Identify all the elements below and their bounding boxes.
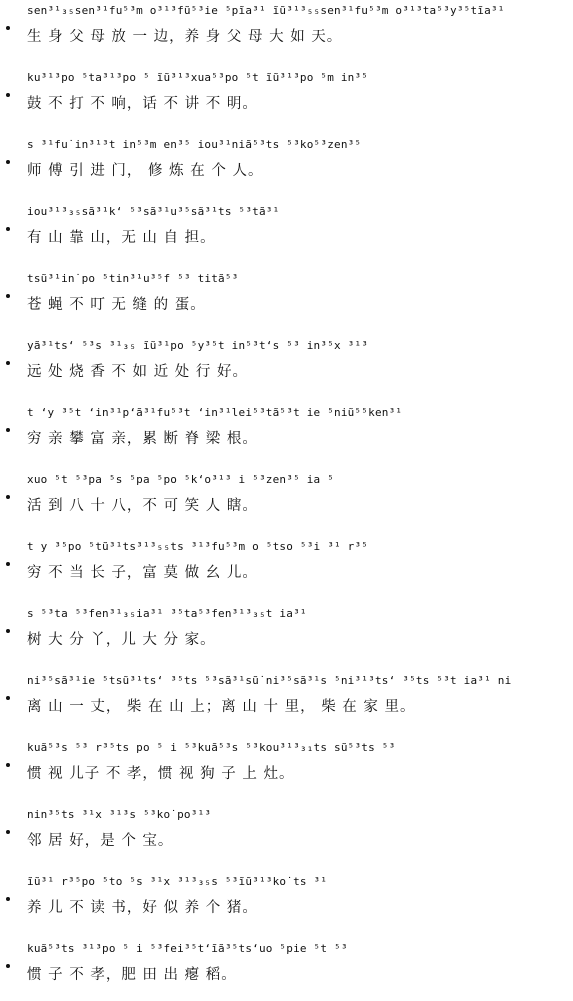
- proverb-text: 活 到 八 十 八，不 可 笑 人 瞎。: [27, 498, 258, 514]
- list-item: [0, 402, 573, 462]
- bullet-icon: [6, 428, 10, 432]
- list-item: [0, 0, 573, 60]
- proverb-text: 穷 不 当 长 子，富 莫 做 幺 儿。: [27, 565, 258, 581]
- list-item: [0, 268, 573, 328]
- list-item: [0, 469, 573, 529]
- phonetic-line: xuo ⁵t ⁵³pa ⁵s ⁵pa ⁵po ⁵k‘o³¹³ i ⁵³zen³⁵ ia ⁵: [27, 473, 335, 486]
- phonetic-line: kuã⁵³ts ³¹³po ⁵ i ⁵³fei³⁵t‘ĩã³⁵ts‘uo ⁵pie ⁵t ⁵³: [27, 942, 348, 955]
- proverb-text: 苍 蝇 不 叮 无 缝 的 蛋。: [27, 297, 206, 313]
- phonetic-line: kuã⁵³s ⁵³ r³⁵ts po ⁵ i ⁵³kuã⁵³s ⁵³kou³¹³₃₁ts sũ⁵³ts ⁵³: [27, 741, 396, 754]
- bullet-icon: [6, 830, 10, 834]
- bullet-icon: [6, 294, 10, 298]
- list-item: [0, 134, 573, 194]
- proverb-text: 树 大 分 丫，儿 大 分 家。: [27, 632, 216, 648]
- list-item: [0, 737, 573, 797]
- phonetic-line: s ⁵³ta ⁵³fen³¹₃₅ia³¹ ³⁵ta⁵³fen³¹³₃₅t ia³¹: [27, 607, 307, 620]
- proverb-text: 有 山 靠 山，无 山 自 担。: [27, 230, 216, 246]
- proverb-text: 远 处 烧 香 不 如 近 处 行 好。: [27, 364, 248, 380]
- proverb-text: 离 山 一 丈， 柴 在 山 上；离 山 十 里， 柴 在 家 里。: [27, 699, 416, 715]
- phonetic-line: ĩũ³¹ r³⁵po ⁵to ⁵s ³¹x ³¹³₃₅s ⁵³ĩũ³¹³ko˙ts ³¹: [27, 875, 328, 888]
- proverb-text: 师 傅 引 进 门， 修 炼 在 个 人。: [27, 163, 264, 179]
- phonetic-line: yã³¹ts‘ ⁵³s ³¹₃₅ ĩũ³¹po ⁵y³⁵t in⁵³t‘s ⁵³ in³⁵x ³¹³: [27, 339, 369, 352]
- bullet-icon: [6, 763, 10, 767]
- phonetic-line: sen³¹₃₅sen³¹fu⁵³m o³¹³fũ⁵³ie ⁵pĩa³¹ ĩũ³¹³₅₅sen³¹fu⁵³m o³¹³ta⁵³y³⁵tĩa³¹: [27, 4, 505, 17]
- bullet-icon: [6, 361, 10, 365]
- phonetic-line: s ³¹fu˙in³¹³t in⁵³m en³⁵ iou³¹niã⁵³ts ⁵³ko⁵³zen³⁵: [27, 138, 362, 151]
- phonetic-line: iou³¹³₃₅sã³¹k‘ ⁵³sã³¹u³⁵sã³¹ts ⁵³tã³¹: [27, 205, 280, 218]
- proverb-text: 邻 居 好，是 个 宝。: [27, 833, 174, 849]
- bullet-icon: [6, 562, 10, 566]
- list-item: [0, 804, 573, 864]
- proverb-text: 生 身 父 母 放 一 边，养 身 父 母 大 如 天。: [27, 29, 343, 45]
- list-item: [0, 603, 573, 663]
- list-item: [0, 871, 573, 931]
- bullet-icon: [6, 227, 10, 231]
- bullet-icon: [6, 964, 10, 968]
- phonetic-line: t ‘y ³⁵t ‘in³¹p‘ã³¹fu⁵³t ‘in³¹lei⁵³tã⁵³t ie ⁵niũ⁵⁵ken³¹: [27, 406, 403, 419]
- bullet-icon: [6, 629, 10, 633]
- list-item: [0, 67, 573, 127]
- list-item: [0, 201, 573, 261]
- phonetic-line: t y ³⁵po ⁵tũ³¹ts³¹³₅₅ts ³¹³fu⁵³m o ⁵tso ⁵³i ³¹ r³⁵: [27, 540, 369, 553]
- list-item: [0, 536, 573, 596]
- proverb-text: 惯 视 儿子 不 孝，惯 视 狗 子 上 灶。: [27, 766, 295, 782]
- phonetic-line: ni³⁵sã³¹ie ⁵tsũ³¹ts‘ ³⁵ts ⁵³sã³¹sũ˙ni³⁵sã³¹s ⁵ni³¹³ts‘ ³⁵ts ⁵³t ia³¹ ni: [27, 674, 512, 687]
- bullet-icon: [6, 93, 10, 97]
- bullet-icon: [6, 26, 10, 30]
- list-item: [0, 938, 573, 998]
- bullet-icon: [6, 897, 10, 901]
- list-item: [0, 670, 573, 730]
- proverb-text: 养 儿 不 读 书，好 似 养 个 猪。: [27, 900, 258, 916]
- proverb-text: 鼓 不 打 不 响，话 不 讲 不 明。: [27, 96, 258, 112]
- phonetic-line: tsũ³¹in˙po ⁵tin³¹u³⁵f ⁵³ titã⁵³: [27, 272, 239, 285]
- bullet-icon: [6, 495, 10, 499]
- proverb-text: 惯 子 不 孝，肥 田 出 瘪 稻。: [27, 967, 237, 983]
- bullet-icon: [6, 696, 10, 700]
- proverb-text: 穷 亲 攀 富 亲，累 断 脊 梁 根。: [27, 431, 258, 447]
- phonetic-line: nin³⁵ts ³¹x ³¹³s ⁵³ko˙po³¹³: [27, 808, 212, 821]
- list-item: [0, 335, 573, 395]
- phonetic-line: ku³¹³po ⁵ta³¹³po ⁵ ĩũ³¹³xua⁵³po ⁵t ĩũ³¹³po ⁵m in³⁵: [27, 71, 369, 84]
- bullet-icon: [6, 160, 10, 164]
